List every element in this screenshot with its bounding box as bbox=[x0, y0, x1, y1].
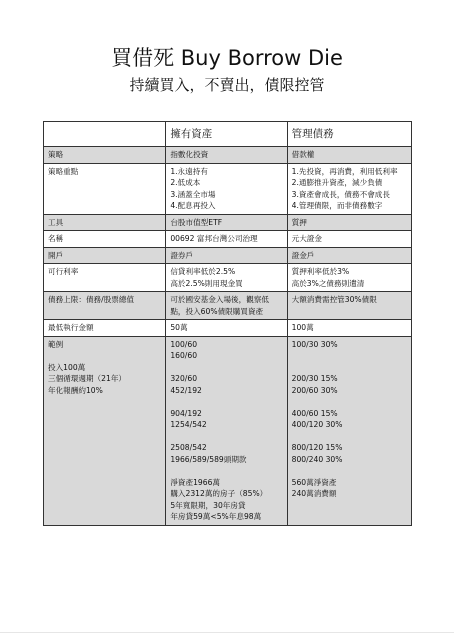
cell-line: 3.涵蓋全市場 bbox=[170, 189, 216, 199]
row-label: 債務上限：債務/股票總值 bbox=[48, 295, 135, 304]
debt-cell bbox=[287, 163, 411, 214]
page-bottom-edge bbox=[0, 632, 454, 633]
cell-line: 指數化投資 bbox=[170, 150, 209, 159]
cell-line: 400/120 30% bbox=[291, 420, 343, 429]
cell-line: 100/60 bbox=[170, 339, 198, 349]
table-row bbox=[44, 320, 412, 337]
row-label: 名稱 bbox=[48, 234, 64, 243]
blank-line bbox=[292, 511, 407, 523]
cell-line: 240萬消費額 bbox=[291, 489, 337, 498]
cell-line: 1966/589/589頭期款 bbox=[170, 454, 247, 464]
debt-cell bbox=[287, 320, 411, 337]
cell-line: 2.通膨推升資產，減少負債 bbox=[291, 178, 383, 187]
cell-line: 台股市值型ETF bbox=[170, 217, 223, 227]
cell-line: 大額消費需控管30%債限 bbox=[291, 295, 377, 304]
cell-line: 100/30 30% bbox=[291, 339, 338, 349]
cell-line: 4.配息再投入 bbox=[170, 201, 216, 210]
cell-line: 452/192 bbox=[170, 385, 202, 395]
cell-line: 1254/542 bbox=[170, 420, 207, 429]
row-label-cell bbox=[44, 247, 166, 264]
blank-line bbox=[170, 431, 282, 443]
row-label-cell bbox=[44, 292, 166, 320]
table-row bbox=[44, 336, 412, 525]
cell-line: 範例 bbox=[48, 339, 64, 349]
row-label-cell bbox=[44, 264, 166, 292]
debt-cell bbox=[287, 147, 411, 164]
cell-line: 320/60 bbox=[170, 374, 198, 383]
strategy-table bbox=[43, 121, 412, 526]
cell-line: 1.永遠持有 bbox=[170, 166, 208, 176]
table-row bbox=[44, 264, 412, 292]
cell-line: 證券戶 bbox=[170, 250, 194, 260]
cell-line: 5年寬限期，30年房貸 bbox=[170, 500, 246, 510]
assets-cell bbox=[166, 231, 287, 248]
table-body bbox=[44, 147, 412, 526]
cell-line: 400/60 15% bbox=[291, 408, 338, 418]
assets-cell bbox=[166, 320, 287, 337]
cell-line: 100萬 bbox=[291, 323, 314, 332]
cell-line: 證金戶 bbox=[291, 250, 315, 260]
assets-cell bbox=[166, 292, 287, 320]
debt-cell bbox=[287, 231, 411, 248]
debt-cell bbox=[287, 292, 411, 320]
cell-line: 904/192 bbox=[170, 408, 202, 418]
cell-line: 點，投入60%債限購買資產 bbox=[170, 306, 264, 316]
header-cell-empty bbox=[44, 122, 166, 147]
cell-line: 3.資產會成長，債務不會成長 bbox=[291, 189, 390, 199]
blank-line bbox=[292, 500, 407, 512]
row-label-cell bbox=[44, 214, 166, 231]
row-label: 策略 bbox=[48, 150, 64, 159]
page-title: 買借死 Buy Borrow Die bbox=[111, 46, 343, 70]
cell-line: 200/30 15% bbox=[291, 374, 338, 383]
page-subtitle: 持續買入，不賣出，債限控管 bbox=[129, 76, 325, 94]
assets-cell bbox=[166, 247, 287, 264]
header-cell-assets: 擁有資產 bbox=[166, 122, 287, 147]
cell-line: 00692 富邦台灣公司治理 bbox=[170, 234, 258, 243]
table-row bbox=[44, 163, 412, 214]
row-label: 可行利率 bbox=[48, 267, 79, 276]
blank-line bbox=[292, 362, 407, 374]
row-label-cell bbox=[44, 147, 166, 164]
blank-line bbox=[170, 396, 282, 408]
blank-line bbox=[170, 362, 282, 374]
cell-line: 800/120 15% bbox=[291, 443, 343, 452]
header-cell-debt: 管理債務 bbox=[287, 122, 411, 147]
table-row bbox=[44, 147, 412, 164]
blank-line bbox=[48, 350, 161, 362]
cell-line: 50萬 bbox=[170, 323, 188, 332]
cell-line: 4.管理債限，而非債務數字 bbox=[291, 201, 383, 210]
table-row bbox=[44, 214, 412, 231]
table-header-row bbox=[44, 122, 412, 147]
cell-line: 1.先投資，再消費，利用低利率 bbox=[291, 166, 398, 176]
table-row bbox=[44, 247, 412, 264]
blank-line bbox=[292, 396, 407, 408]
assets-cell bbox=[166, 336, 287, 525]
assets-cell bbox=[166, 163, 287, 214]
row-label: 策略重點 bbox=[48, 166, 79, 176]
cell-line: 可於國安基金入場後，觀察低 bbox=[170, 295, 270, 304]
row-label-cell bbox=[44, 320, 166, 337]
cell-line: 800/240 30% bbox=[291, 454, 343, 464]
cell-line: 高於2.5%則用現金買 bbox=[170, 278, 243, 288]
assets-cell bbox=[166, 214, 287, 231]
cell-line: 年房貸59萬<5%年息98萬 bbox=[170, 512, 262, 521]
cell-line: 三個循環週期（21年） bbox=[48, 374, 127, 383]
cell-line: 購入2312萬的房子（85%） bbox=[170, 489, 268, 498]
blank-line bbox=[292, 465, 407, 477]
assets-cell bbox=[166, 264, 287, 292]
debt-cell bbox=[287, 264, 411, 292]
row-label-cell bbox=[44, 336, 166, 525]
row-label: 開戶 bbox=[48, 250, 64, 260]
cell-line: 元大證金 bbox=[291, 234, 322, 243]
blank-line bbox=[170, 465, 282, 477]
cell-line: 借款權 bbox=[291, 150, 315, 159]
blank-line bbox=[292, 350, 407, 362]
table-row bbox=[44, 231, 412, 248]
cell-line: 2.低成本 bbox=[170, 178, 201, 187]
cell-line: 2508/542 bbox=[170, 443, 207, 452]
cell-line: 高於3%之債務則遺清 bbox=[291, 278, 365, 288]
debt-cell bbox=[287, 214, 411, 231]
cell-line: 質押 bbox=[291, 217, 307, 227]
debt-cell bbox=[287, 247, 411, 264]
debt-cell bbox=[287, 336, 411, 525]
row-label-cell bbox=[44, 163, 166, 214]
row-label: 最低執行金額 bbox=[48, 323, 94, 332]
cell-line: 560萬淨資產 bbox=[291, 477, 337, 487]
cell-line: 信貸利率低於2.5% bbox=[170, 267, 236, 276]
row-label: 工具 bbox=[48, 217, 64, 227]
assets-cell bbox=[166, 147, 287, 164]
cell-line: 160/60 bbox=[170, 351, 198, 360]
blank-line bbox=[292, 431, 407, 443]
cell-line: 投入100萬 bbox=[48, 362, 86, 372]
table-row bbox=[44, 292, 412, 320]
row-label-cell bbox=[44, 231, 166, 248]
cell-line: 淨資產1966萬 bbox=[170, 477, 221, 487]
cell-line: 年化報酬約10% bbox=[48, 385, 103, 395]
cell-line: 200/60 30% bbox=[291, 385, 338, 395]
cell-line: 質押利率低於3% bbox=[291, 267, 350, 276]
